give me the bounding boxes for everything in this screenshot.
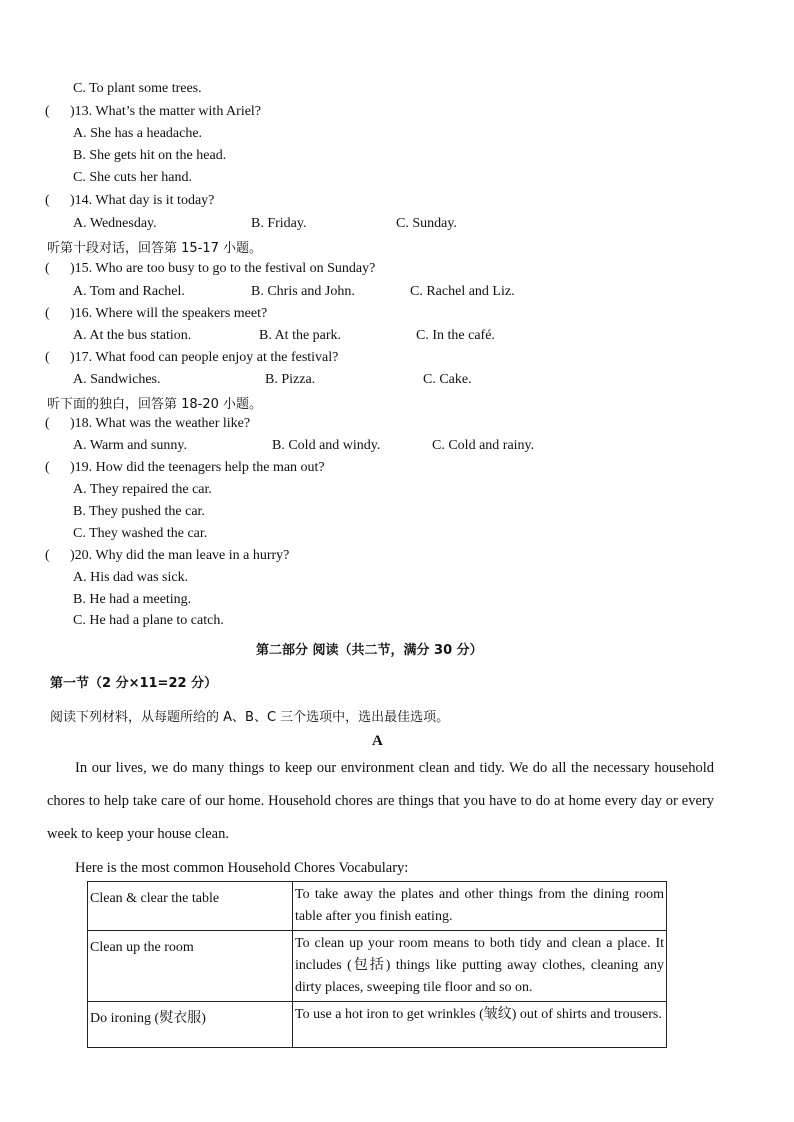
- q15-option-b: B. Chris and John.: [251, 284, 355, 299]
- answer-bracket-open: (: [45, 416, 50, 431]
- q16-option-c: C. In the café.: [416, 328, 495, 343]
- answer-bracket-open: (: [45, 104, 50, 119]
- vocab-intro: Here is the most common Household Chores Vocabulary:: [75, 860, 409, 876]
- q13-option-a: A. She has a headache.: [73, 126, 203, 141]
- table-row: [88, 1002, 667, 1048]
- q13-option-b: B. She gets hit on the head.: [73, 148, 227, 163]
- q16-option-a: A. At the bus station.: [73, 328, 192, 343]
- answer-bracket-open: (: [45, 460, 50, 475]
- q19-option-a: A. They repaired the car.: [73, 482, 212, 497]
- section-heading: 听下面的独白，回答第 18-20 小题。: [47, 397, 263, 412]
- term-cell: Clean up the room: [88, 931, 293, 1002]
- answer-bracket-open: (: [45, 193, 50, 208]
- q18-option-a: A. Warm and sunny.: [73, 438, 187, 453]
- term-cell: Clean & clear the table: [88, 882, 293, 931]
- q20-option-b: B. He had a meeting.: [73, 592, 192, 607]
- question-17: )17. What food can people enjoy at the festival?: [70, 350, 339, 365]
- answer-bracket-open: (: [45, 306, 50, 321]
- question-15: )15. Who are too busy to go to the festival on Sunday?: [70, 261, 376, 276]
- q19-option-c: C. They washed the car.: [73, 526, 208, 541]
- q20-option-a: A. His dad was sick.: [73, 570, 189, 585]
- q13-option-c: C. She cuts her hand.: [73, 170, 192, 185]
- answer-bracket-open: (: [45, 350, 50, 365]
- vocabulary-table: [87, 881, 667, 1048]
- term-cell: Do ironing (熨衣服): [88, 1002, 293, 1048]
- q14-option-b: B. Friday.: [251, 216, 307, 231]
- answer-bracket-open: (: [45, 261, 50, 276]
- definition-cell: To use a hot iron to get wrinkles (皱纹) out of shirts and trousers.: [293, 1002, 667, 1048]
- answer-bracket-open: (: [45, 548, 50, 563]
- passage-letter: A: [372, 733, 383, 749]
- table-row: [88, 931, 667, 1002]
- q20-option-c: C. He had a plane to catch.: [73, 613, 224, 628]
- q12-option-c: C. To plant some trees.: [73, 81, 202, 96]
- question-16: )16. Where will the speakers meet?: [70, 306, 268, 321]
- q14-option-a: A. Wednesday.: [73, 216, 157, 231]
- section-heading: 听第十段对话，回答第 15-17 小题。: [47, 241, 263, 256]
- q14-option-c: C. Sunday.: [396, 216, 457, 231]
- q19-option-b: B. They pushed the car.: [73, 504, 205, 519]
- definition-cell: To clean up your room means to both tidy and clean a place. It includes (包括) things like putting away clothes, cleaning any dirty places, sweeping tile floor and so on.: [293, 931, 667, 1002]
- q15-option-a: A. Tom and Rachel.: [73, 284, 185, 299]
- table-row: [88, 882, 667, 931]
- question-14: )14. What day is it today?: [70, 193, 215, 208]
- q17-option-c: C. Cake.: [423, 372, 472, 387]
- instruction: 阅读下列材料，从每题所给的 A、B、C 三个选项中，选出最佳选项。: [50, 710, 450, 725]
- definition-cell: To take away the plates and other things from the dining room table after you finish eating.: [293, 882, 667, 931]
- q15-option-c: C. Rachel and Liz.: [410, 284, 515, 299]
- question-18: )18. What was the weather like?: [70, 416, 251, 431]
- question-20: )20. Why did the man leave in a hurry?: [70, 548, 290, 563]
- part-title: 第二部分 阅读（共二节，满分 30 分）: [256, 643, 483, 658]
- section-title: 第一节（2 分×11=22 分）: [50, 676, 218, 691]
- passage-paragraph: In our lives, we do many things to keep our environment clean and tidy. We do all the necessary household chores to help take care of our home. Household chores are things that you have to do at home every day or every week to keep your house clean.: [47, 760, 714, 842]
- q18-option-c: C. Cold and rainy.: [432, 438, 535, 453]
- question-19: )19. How did the teenagers help the man out?: [70, 460, 325, 475]
- q16-option-b: B. At the park.: [259, 328, 342, 343]
- question-13: )13. What’s the matter with Ariel?: [70, 104, 262, 119]
- q17-option-a: A. Sandwiches.: [73, 372, 161, 387]
- q18-option-b: B. Cold and windy.: [272, 438, 381, 453]
- q17-option-b: B. Pizza.: [265, 372, 316, 387]
